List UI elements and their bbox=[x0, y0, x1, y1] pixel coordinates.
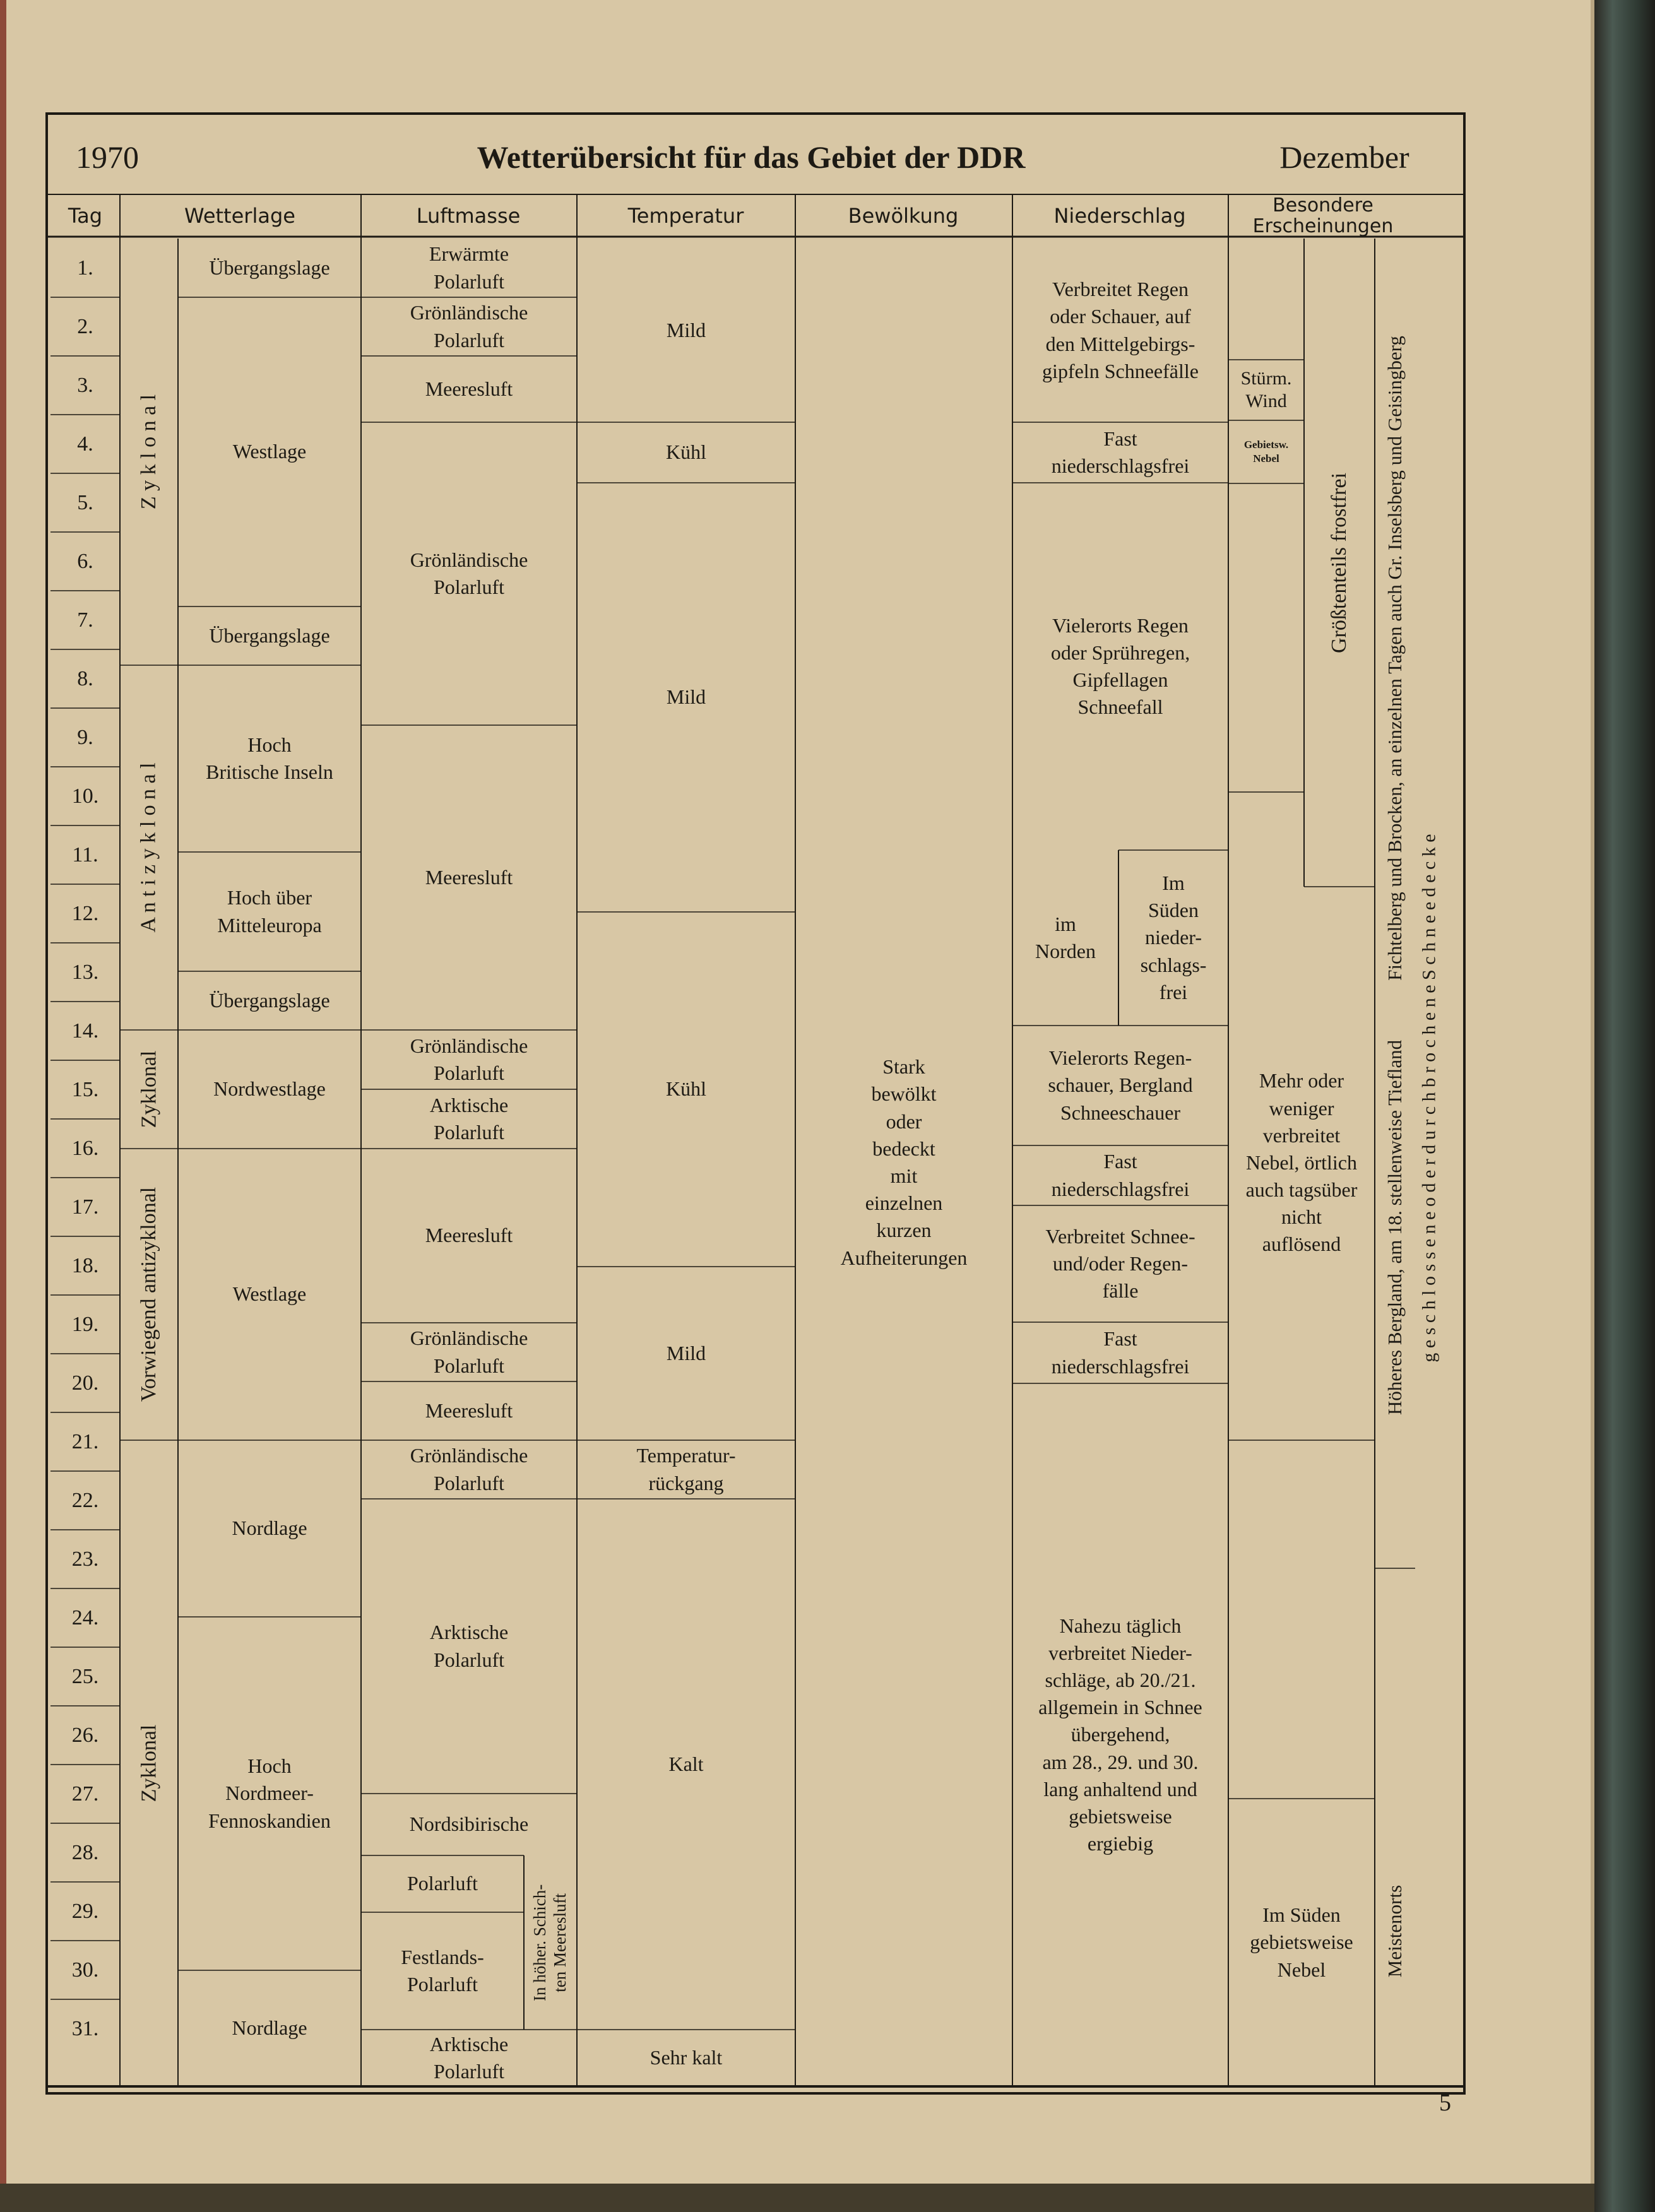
wetterlage-cell: Nordwestlage bbox=[213, 1077, 326, 1101]
day-number: 29. bbox=[71, 1899, 99, 1923]
day-number: 25. bbox=[71, 1664, 99, 1688]
day-number: 6. bbox=[77, 549, 93, 573]
header-month: Dezember bbox=[1279, 139, 1409, 175]
day-number: 7. bbox=[77, 608, 93, 632]
luftmasse-cell: Arktische Polarluft bbox=[429, 1621, 509, 1671]
col-header-wetterlage: Wetterlage bbox=[184, 204, 295, 228]
day-number: 26. bbox=[71, 1723, 99, 1747]
wetterlage-cell: Übergangslage bbox=[209, 624, 330, 647]
day-number: 27. bbox=[71, 1782, 99, 1806]
day-number: 9. bbox=[77, 725, 93, 749]
wetterlage-cell: Hoch über Mitteleuropa bbox=[217, 886, 322, 937]
wetterlage-cell: Übergangslage bbox=[209, 988, 330, 1012]
wetterlage-cell: Nordlage bbox=[232, 2016, 307, 2040]
wetterlage-cell: Westlage bbox=[232, 440, 307, 463]
day-number: 23. bbox=[71, 1547, 99, 1571]
day-number: 18. bbox=[71, 1253, 99, 1277]
zyklonal-1: Z y k l o n a l bbox=[137, 394, 161, 510]
bewoelkung-cell: Stark bewölkt oder bedeckt mit einzelnen kurzen Aufheiterungen bbox=[840, 1055, 968, 1269]
nebel-im-sueden: Im Süden gebietsweise Nebel bbox=[1250, 1903, 1353, 1981]
wetterlage-cell: Hoch Britische Inseln bbox=[206, 733, 333, 783]
day-number: 3. bbox=[77, 373, 93, 397]
luftmasse-cell: Festlands- Polarluft bbox=[401, 1945, 484, 1996]
day-number: 8. bbox=[77, 666, 93, 690]
page-number: 5 bbox=[1439, 2090, 1451, 2116]
day-number: 2. bbox=[77, 314, 93, 338]
luftmasse-cell: Arktische Polarluft bbox=[429, 1093, 509, 1144]
niederschlag-cell: Verbreitet Schnee- und/oder Regen- fälle bbox=[1045, 1224, 1195, 1303]
day-number: 28. bbox=[71, 1840, 99, 1864]
zyklonal-3: Zyklonal bbox=[137, 1724, 161, 1802]
day-number: 11. bbox=[72, 843, 98, 866]
col-header-tag: Tag bbox=[68, 204, 103, 228]
antizyklonal-1: A n t i z y k l o n a l bbox=[137, 762, 160, 933]
gebietsweise-nebel: Gebietsw. Nebel bbox=[1243, 438, 1289, 464]
niederschlag-cell: im Norden bbox=[1035, 912, 1096, 962]
header-title: Wetterübersicht für das Gebiet der DDR bbox=[477, 139, 1026, 175]
day-number: 24. bbox=[71, 1606, 99, 1629]
luftmasse-cell: Grönländische Polarluft bbox=[410, 1327, 528, 1377]
fichtelberg-brocken: Fichtelberg und Brocken, an einzelnen Tagen auch Gr. Inselsberg und Geisingberg bbox=[1384, 336, 1406, 981]
day-number: 21. bbox=[71, 1429, 99, 1453]
stuermischer-wind: Stürm. Wind bbox=[1240, 368, 1292, 411]
wetterlage-cell: Hoch Nordmeer- Fennoskandien bbox=[208, 1754, 331, 1832]
luftmasse-cell: Meeresluft bbox=[425, 377, 513, 400]
day-number: 17. bbox=[71, 1195, 99, 1219]
luftmasse-cell: Grönländische Polarluft bbox=[410, 1034, 528, 1084]
day-number: 13. bbox=[71, 960, 99, 984]
day-number: 14. bbox=[71, 1019, 99, 1043]
luftmasse-cell: Arktische Polarluft bbox=[429, 2032, 509, 2083]
day-number: 15. bbox=[71, 1077, 99, 1101]
luftmasse-cell: Grönländische Polarluft bbox=[410, 1444, 528, 1494]
niederschlag-cell: Verbreitet Regen oder Schauer, auf den Mittelgebirgs- gipfeln Schneefälle bbox=[1042, 278, 1199, 382]
day-number: 19. bbox=[71, 1312, 99, 1336]
day-number: 5. bbox=[77, 490, 93, 514]
day-number: 12. bbox=[71, 901, 99, 925]
frostfrei: Größtenteils frostfrei bbox=[1327, 472, 1351, 653]
wetterlage-cell: Westlage bbox=[232, 1282, 307, 1306]
day-number: 1. bbox=[77, 256, 93, 280]
schneedecke: g e s c h l o s s e n e o d e r d u r c h b r o c h e n e S c h n e e d e c k e bbox=[1419, 834, 1440, 1363]
day-number: 16. bbox=[71, 1136, 99, 1160]
col-header-luftmasse: Luftmasse bbox=[416, 204, 521, 228]
col-header-bewoelkung: Bewölkung bbox=[848, 204, 959, 228]
day-number: 20. bbox=[71, 1371, 99, 1395]
luftmasse-cell: Nordsibirische bbox=[409, 1813, 529, 1836]
luftmasse-cell: Polarluft bbox=[407, 1872, 478, 1895]
col-header-temperatur: Temperatur bbox=[627, 204, 744, 228]
niederschlag-cell: Fast niederschlagsfrei bbox=[1051, 1327, 1190, 1378]
temperatur-cell: Mild bbox=[666, 1341, 706, 1364]
day-number: 31. bbox=[71, 2016, 99, 2040]
luftmasse-cell: Grönländische Polarluft bbox=[410, 548, 528, 598]
luftmasse-cell: Meeresluft bbox=[425, 1399, 513, 1422]
day-number: 4. bbox=[77, 432, 93, 456]
niederschlag-cell: Im Süden nieder- schlags- frei bbox=[1140, 872, 1207, 1003]
temperatur-cell: Mild bbox=[666, 685, 706, 709]
col-header-besondere: Besondere Erscheinungen bbox=[1252, 194, 1394, 237]
temperatur-cell: Kalt bbox=[668, 1752, 704, 1775]
temperatur-cell: Mild bbox=[666, 318, 706, 341]
zyklonal-2: Zyklonal bbox=[137, 1050, 161, 1128]
niederschlag-cell: Fast niederschlagsfrei bbox=[1051, 427, 1190, 477]
temperatur-cell: Sehr kalt bbox=[650, 2046, 723, 2069]
hoeheres-bergland: Höheres Bergland, am 18. stellenweise Tiefland bbox=[1384, 1039, 1406, 1416]
luftmasse-cell: Meeresluft bbox=[425, 1224, 513, 1247]
header-year: 1970 bbox=[76, 139, 139, 175]
nebel-mehr-oder-weniger: Mehr oder weniger verbreitet Nebel, örtlich auch tagsüber nicht auflösend bbox=[1245, 1069, 1358, 1256]
vorwiegend-antizyklonal: Vorwiegend antizyklonal bbox=[137, 1186, 161, 1402]
wetterlage-cell: Nordlage bbox=[232, 1517, 307, 1540]
niederschlag-cell: Vielerorts Regen- schauer, Bergland Schneeschauer bbox=[1048, 1046, 1193, 1124]
day-number: 22. bbox=[71, 1488, 99, 1512]
niederschlag-cell: Fast niederschlagsfrei bbox=[1051, 1150, 1190, 1200]
day-number: 30. bbox=[71, 1958, 99, 1982]
day-number: 10. bbox=[71, 784, 99, 808]
wetterlage-cell: Übergangslage bbox=[209, 256, 330, 279]
luftmasse-cell: Meeresluft bbox=[425, 865, 513, 889]
meistenorts: Meistenorts bbox=[1384, 1884, 1406, 1978]
luftmasse-cell: Grönländische Polarluft bbox=[410, 301, 528, 352]
luftmasse-vertical: In höher. Schich- ten Meeresluft bbox=[530, 1884, 571, 2001]
niederschlag-cell: Vielerorts Regen oder Sprühregen, Gipfellagen Schneefall bbox=[1050, 613, 1190, 719]
niederschlag-cell: Nahezu täglich verbreitet Nieder- schläge, ab 20./21. allgemein in Schnee übergehend, am 28., 29. und 30. lang anhaltend und gebietsweise ergiebig bbox=[1038, 1614, 1202, 1855]
luftmasse-cell: Erwärmte Polarluft bbox=[429, 242, 509, 293]
temperatur-cell: Kühl bbox=[666, 441, 706, 464]
temperatur-cell: Kühl bbox=[666, 1077, 706, 1101]
col-header-niederschlag: Niederschlag bbox=[1053, 204, 1186, 228]
temperatur-cell: Temperatur- rückgang bbox=[636, 1444, 736, 1494]
